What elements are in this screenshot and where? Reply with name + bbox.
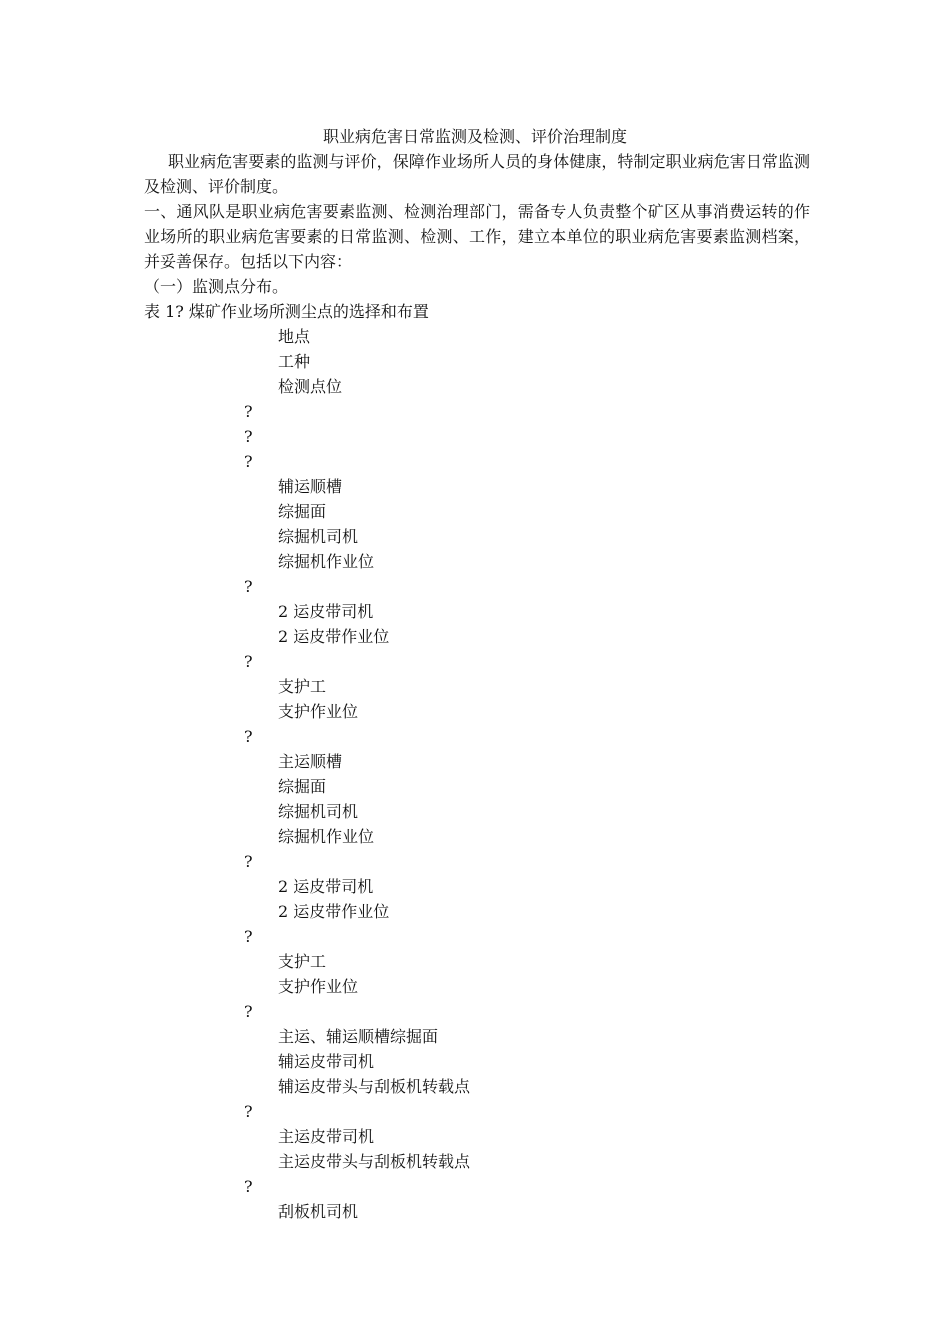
table-placeholder-mark: ? <box>244 427 253 446</box>
table-placeholder-mark: ? <box>244 402 253 421</box>
subsection-heading: （一）监测点分布。 <box>144 277 289 296</box>
table-cell: 辅运皮带司机 <box>278 1052 375 1071</box>
table-placeholder-mark: ? <box>244 727 253 746</box>
table-cell: 2 运皮带作业位 <box>278 627 390 646</box>
table-cell: 主运、辅运顺槽综掘面 <box>278 1027 439 1046</box>
table-cell: 综掘机司机 <box>278 802 359 821</box>
table-placeholder-mark: ? <box>244 577 253 596</box>
table-cell: 2 运皮带司机 <box>278 877 374 896</box>
table-cell: 主运顺槽 <box>278 752 343 771</box>
table-cell: 综掘机作业位 <box>278 827 375 846</box>
table-cell: 刮板机司机 <box>278 1202 359 1221</box>
section-1-paragraph: 一、通风队是职业病危害要素监测、检测治理部门，需备专人负责整个矿区从事消费运转的作业场所的职业病危害要素的日常监测、检测、工作，建立本单位的职业病危害要素监测档案，并妥善保存。包括以下内容： <box>144 202 810 271</box>
intro-paragraph: 职业病危害要素的监测与评价，保障作业场所人员的身体健康，特制定职业病危害日常监测及检测、评价制度。 <box>144 152 810 196</box>
table-header-point: 检测点位 <box>278 377 343 396</box>
document-title: 职业病危害日常监测及检测、评价治理制度 <box>322 127 627 146</box>
table-placeholder-mark: ? <box>244 927 253 946</box>
table-placeholder-mark: ? <box>244 1002 253 1021</box>
table-cell: 主运皮带司机 <box>278 1127 375 1146</box>
table-cell: 2 运皮带司机 <box>278 602 374 621</box>
table-caption: 表 1? 煤矿作业场所测尘点的选择和布置 <box>144 302 429 321</box>
table-cell: 辅运皮带头与刮板机转载点 <box>278 1077 471 1096</box>
table-cell: 支护工 <box>278 952 327 971</box>
table-cell: 综掘机作业位 <box>278 552 375 571</box>
table-cell: 2 运皮带作业位 <box>278 902 390 921</box>
table-cell: 综掘面 <box>278 777 327 796</box>
table-placeholder-mark: ? <box>244 1177 253 1196</box>
table-cell: 支护工 <box>278 677 327 696</box>
table-header-location: 地点 <box>278 327 311 346</box>
table-cell: 综掘面 <box>278 502 327 521</box>
table-cell: 支护作业位 <box>278 702 359 721</box>
table-cell: 主运皮带头与刮板机转载点 <box>278 1152 471 1171</box>
table-cell: 综掘机司机 <box>278 527 359 546</box>
table-placeholder-mark: ? <box>244 452 253 471</box>
table-header-job: 工种 <box>278 352 311 371</box>
table-placeholder-mark: ? <box>244 852 253 871</box>
table-placeholder-mark: ? <box>244 1102 253 1121</box>
table-cell: 支护作业位 <box>278 977 359 996</box>
table-placeholder-mark: ? <box>244 652 253 671</box>
table-cell: 辅运顺槽 <box>278 477 343 496</box>
